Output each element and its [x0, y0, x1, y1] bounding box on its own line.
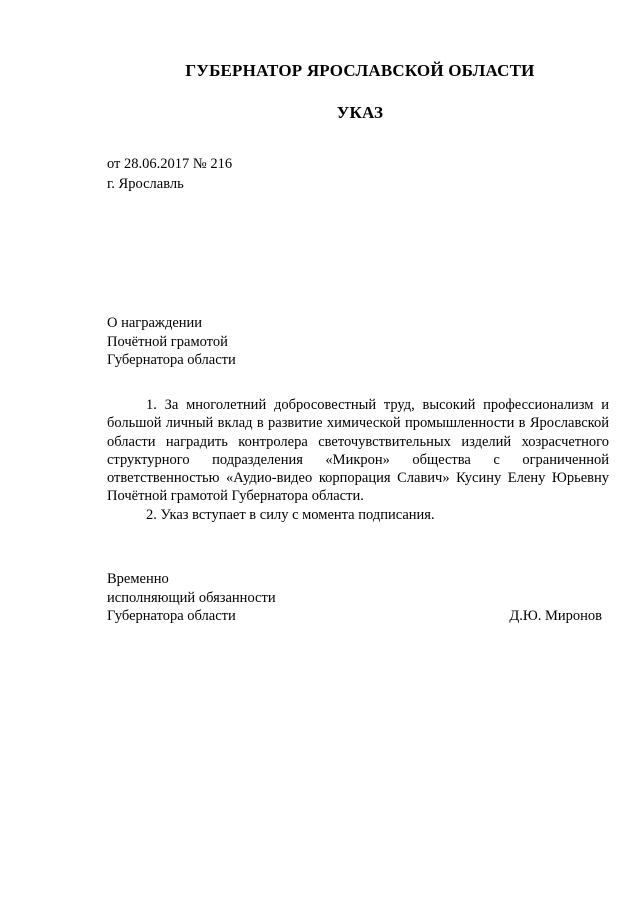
- subject-line: Почётной грамотой: [107, 333, 228, 350]
- signer-row: [107, 607, 602, 626]
- document-body: [107, 396, 609, 524]
- subject-line: Губернатора области: [107, 352, 236, 368]
- body-paragraph-1: 1. За многолетний добросовестный труд, высокий профессионализм и большой личный вклад в развитие химической промышленности в Ярославской области наградить контролера светочувствительных изделий хозрасчетного структурного подразделения «Микрон» общества с ограниченной ответственностью «Аудио-видео корпорация Славич» Кусину Елену Юрьевну Почётной грамотой Губернатора области.: [107, 397, 609, 505]
- signer-position-line: исполняющий обязанности: [107, 589, 276, 606]
- subject-line: О награждении: [107, 315, 203, 331]
- document-type-title: УКАЗ: [336, 103, 384, 122]
- document-subject: [107, 314, 236, 370]
- signature-block: [107, 570, 602, 626]
- signer-position-line: Губернатора области: [107, 608, 236, 624]
- document-date-number: от 28.06.2017 № 216: [107, 156, 233, 172]
- document-city: г. Ярославль: [107, 176, 184, 192]
- body-paragraph-2: 2. Указ вступает в силу с момента подписания.: [146, 506, 435, 523]
- signer-position-line: Временно: [107, 571, 169, 587]
- signer-name: Д.Ю. Миронов: [509, 608, 602, 624]
- document-issuer-title: ГУБЕРНАТОР ЯРОСЛАВСКОЙ ОБЛАСТИ: [185, 61, 535, 80]
